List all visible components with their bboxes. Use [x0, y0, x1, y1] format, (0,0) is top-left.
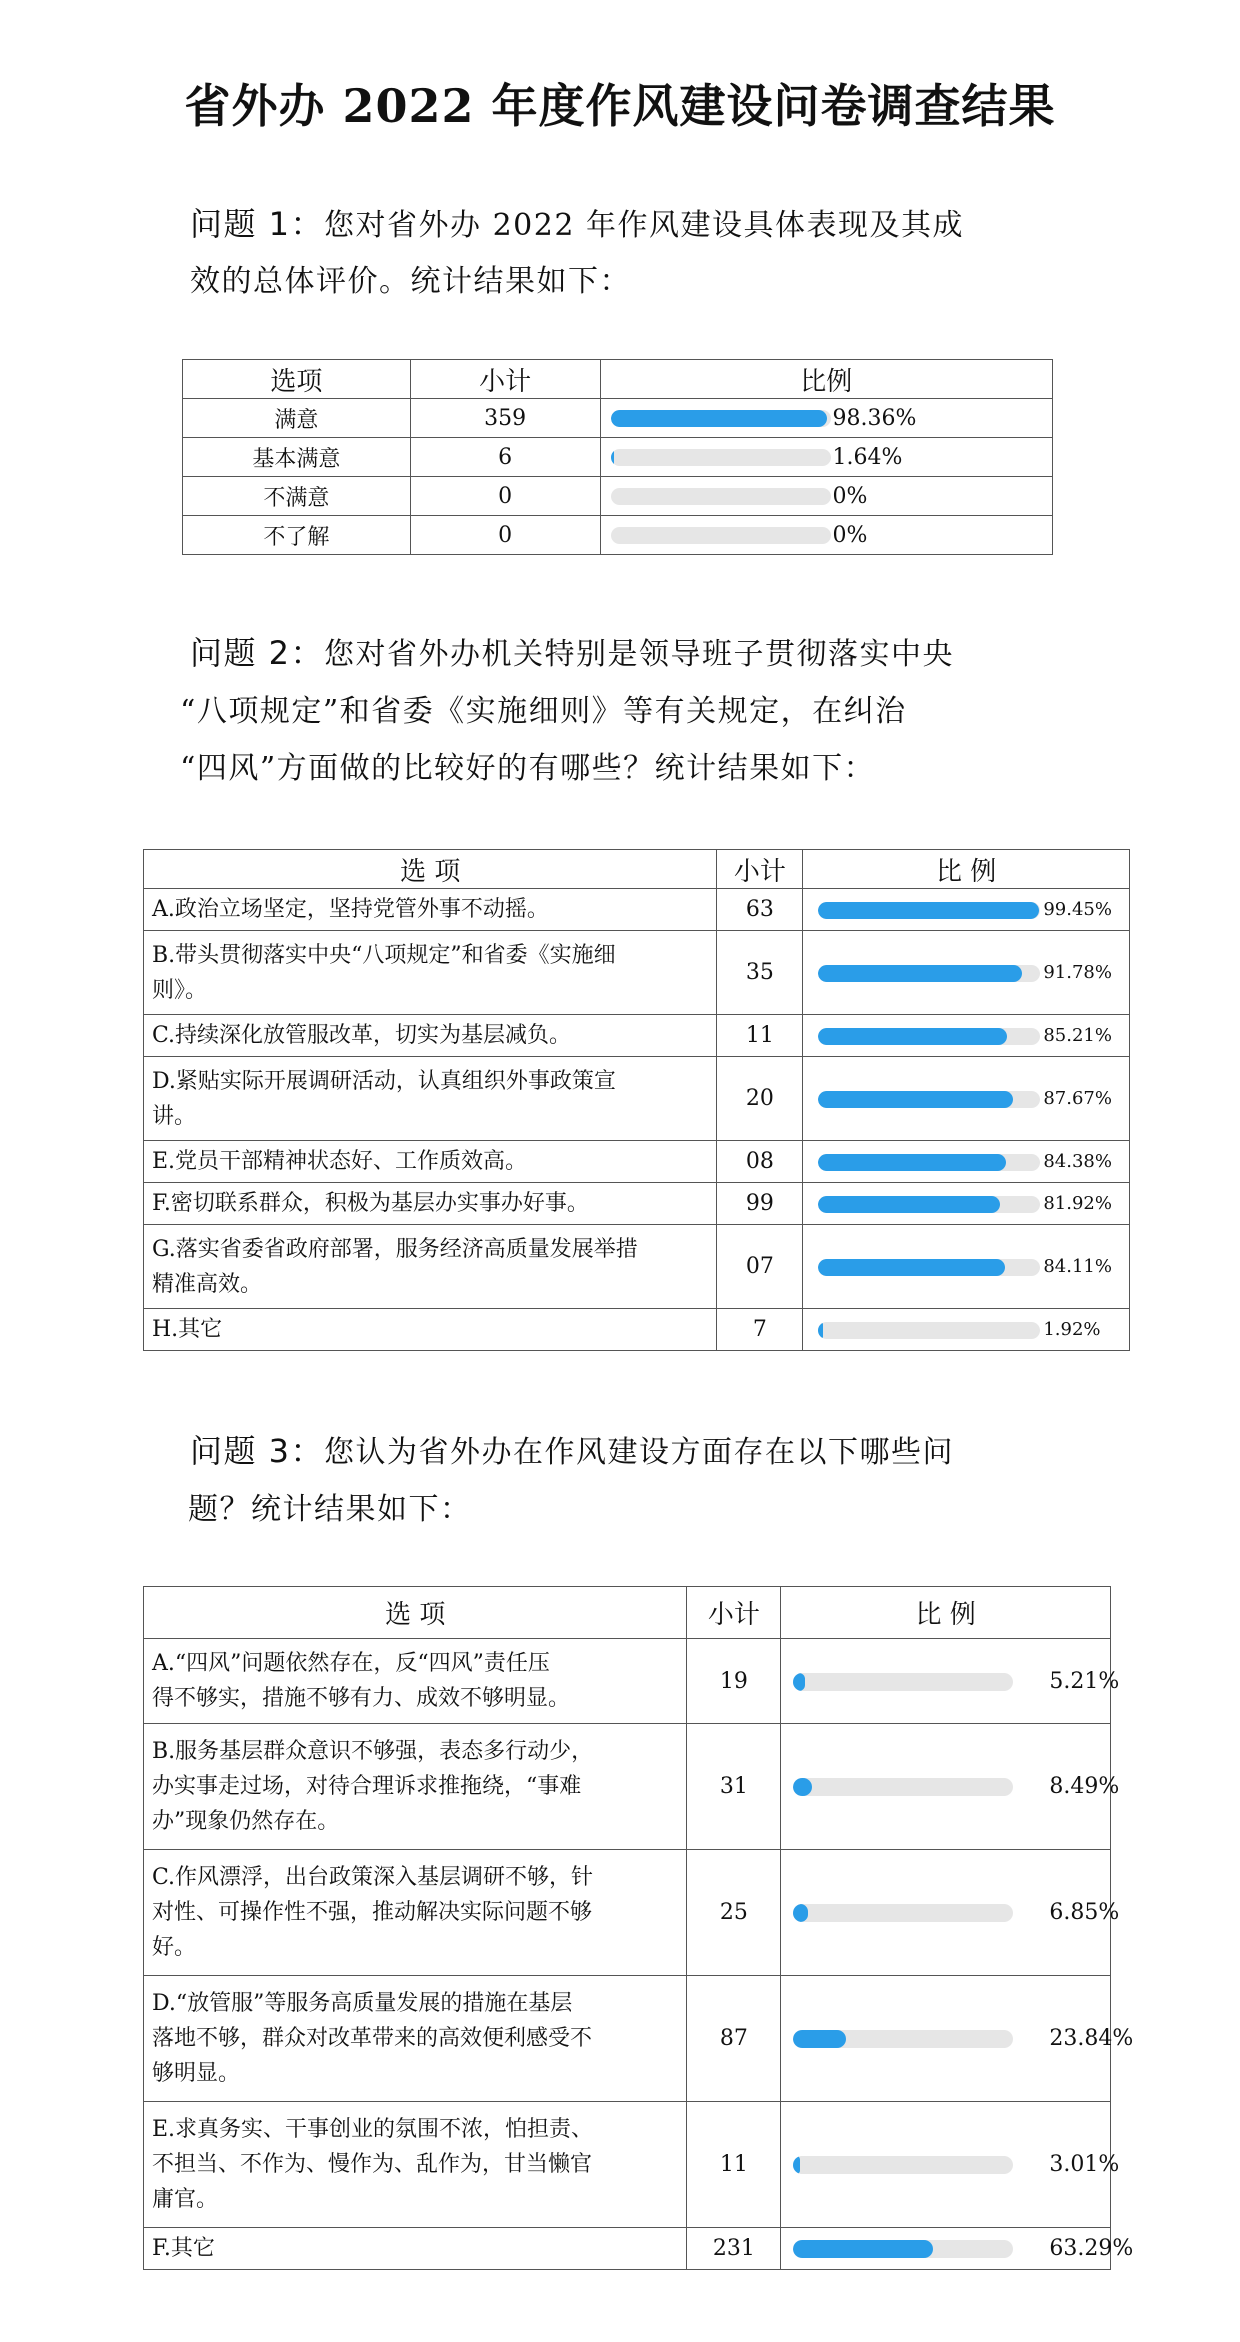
- ratio-cell: [803, 1057, 1130, 1141]
- percentage-label: 84.11%: [1043, 1256, 1112, 1277]
- progress-fill: [818, 1259, 1005, 1276]
- option-text-line: 落地不够，群众对改革带来的高效便利感受不: [152, 2026, 593, 2051]
- percentage-label: 3.01%: [1049, 2152, 1120, 2177]
- table-row: [183, 399, 1053, 438]
- option-cell: [144, 1850, 687, 1976]
- percentage-label: 0%: [832, 484, 868, 509]
- option-text-line: E.求真务实、干事创业的氛围不浓，怕担责、: [152, 2117, 594, 2142]
- table-row: [144, 889, 1130, 931]
- ratio-cell: [600, 438, 1052, 477]
- progress-fill: [818, 1196, 1000, 1213]
- ratio-cell: [781, 2102, 1120, 2228]
- progress-fill: [818, 1091, 1013, 1108]
- count-cell: 6: [410, 438, 600, 477]
- percentage-label: 85.21%: [1043, 1025, 1112, 1046]
- table-row: [144, 1724, 1111, 1850]
- count-cell: 19: [687, 1639, 781, 1724]
- count-cell: 87: [687, 1976, 781, 2102]
- count-cell: 0: [410, 477, 600, 516]
- question-2-text: [180, 625, 955, 797]
- progress-fill: [818, 902, 1039, 919]
- progress-bar: [793, 2156, 1013, 2174]
- option-text-line: C.持续深化放管服改革，切实为基层减负。: [152, 1023, 572, 1048]
- option-text-line: 精准高效。: [152, 1271, 263, 1297]
- table-row: [144, 931, 1130, 1015]
- ratio-cell: [600, 399, 1052, 438]
- count-cell: 07: [717, 1225, 803, 1309]
- ratio-cell: [803, 1183, 1130, 1225]
- option-cell: [144, 2228, 687, 2270]
- percentage-label: 5.21%: [1049, 1669, 1120, 1694]
- progress-bar: [818, 1259, 1040, 1276]
- header-option: 选 项: [144, 1587, 687, 1639]
- percentage-label: 87.67%: [1043, 1088, 1112, 1109]
- table-row: [183, 516, 1053, 555]
- question-3-text: [190, 1423, 954, 1538]
- option-cell: [144, 1057, 717, 1141]
- question-2-line: “四风”方面做的比较好的有哪些？统计结果如下：: [180, 751, 876, 786]
- progress-bar: [818, 1091, 1040, 1108]
- question-2-table: [143, 849, 1130, 1351]
- progress-bar: [793, 1778, 1013, 1796]
- page-title: 省外办 2022 年度作风建设问卷调查结果: [184, 79, 1056, 133]
- option-cell: [144, 1225, 717, 1309]
- ratio-cell: [600, 477, 1052, 516]
- count-cell: 7: [717, 1309, 803, 1351]
- percentage-label: 6.85%: [1049, 1900, 1120, 1925]
- percentage-label: 1.64%: [832, 445, 903, 470]
- table-row: [144, 1639, 1111, 1724]
- progress-fill: [793, 1673, 804, 1691]
- progress-bar: [611, 527, 831, 544]
- progress-bar: [818, 1322, 1040, 1339]
- progress-bar: [793, 2240, 1013, 2258]
- option-text-line: 不担当、不作为、慢作为、乱作为，甘当懒官: [152, 2152, 593, 2177]
- question-1-line: 效的总体评价。统计结果如下：: [190, 264, 631, 299]
- question-3-table: [143, 1586, 1134, 2270]
- option-cell: [144, 1183, 717, 1225]
- option-cell: 满意: [183, 399, 411, 438]
- option-cell: 基本满意: [183, 438, 411, 477]
- question-1-table: [182, 359, 1053, 555]
- option-cell: [144, 931, 717, 1015]
- header-option: 选项: [183, 360, 411, 399]
- count-cell: 0: [410, 516, 600, 555]
- table-row: [144, 1057, 1130, 1141]
- percentage-label: 0%: [832, 523, 868, 548]
- option-text-line: E.党员干部精神状态好、工作质效高。: [152, 1149, 528, 1174]
- progress-fill: [611, 410, 827, 427]
- percentage-label: 99.45%: [1043, 899, 1112, 920]
- question-1-line: 您对省外办 2022 年作风建设具体表现及其成: [324, 208, 964, 243]
- progress-bar: [793, 1904, 1013, 1922]
- header-ratio: 比 例: [781, 1587, 1111, 1639]
- question-3-label: 问题 3：: [190, 1432, 325, 1470]
- progress-bar: [793, 2030, 1013, 2048]
- progress-bar: [611, 449, 831, 466]
- option-cell: 不了解: [183, 516, 411, 555]
- progress-bar: [818, 1196, 1040, 1213]
- question-2-line: “八项规定”和省委《实施细则》等有关规定，在纠治: [180, 694, 907, 729]
- question-3-line: 您认为省外办在作风建设方面存在以下哪些问: [324, 1435, 955, 1470]
- progress-fill: [793, 2240, 932, 2258]
- option-text-line: A.政治立场坚定，坚持党管外事不动摇。: [152, 897, 549, 922]
- progress-fill: [818, 965, 1022, 982]
- header-count: 小计: [687, 1587, 781, 1639]
- question-3-line: 题？统计结果如下：: [188, 1492, 472, 1527]
- count-cell: 11: [717, 1015, 803, 1057]
- option-text-line: 够明显。: [152, 2061, 241, 2086]
- option-text-line: 讲。: [152, 1103, 197, 1129]
- header-ratio: 比例: [600, 360, 1052, 399]
- ratio-cell: [781, 1639, 1120, 1724]
- count-cell: 231: [687, 2228, 781, 2270]
- progress-fill: [793, 2156, 800, 2174]
- option-text-line: 得不够实，措施不够有力、成效不够明显。: [152, 1686, 571, 1711]
- table-row: [144, 1141, 1130, 1183]
- ratio-cell: [803, 1015, 1130, 1057]
- question-2-line: 您对省外办机关特别是领导班子贯彻落实中央: [324, 637, 955, 672]
- option-text-line: 好。: [152, 1935, 197, 1960]
- header-option: 选 项: [144, 850, 717, 889]
- progress-fill: [818, 1154, 1005, 1171]
- option-text-line: B.带头贯彻落实中央“八项规定”和省委《实施细: [152, 942, 616, 968]
- option-text-line: D.“放管服”等服务高质量发展的措施在基层: [152, 1991, 573, 2016]
- ratio-cell: [781, 1850, 1120, 1976]
- ratio-cell: [803, 931, 1130, 1015]
- table-row: [144, 1015, 1130, 1057]
- table-row: [144, 2102, 1111, 2228]
- table-row: [183, 438, 1053, 477]
- ratio-cell: [781, 1976, 1134, 2102]
- progress-bar: [818, 902, 1040, 919]
- count-cell: 31: [687, 1724, 781, 1850]
- progress-bar: [793, 1673, 1013, 1691]
- option-text-line: 对性、可操作性不强，推动解决实际问题不够: [152, 1900, 593, 1925]
- header-count: 小计: [410, 360, 600, 399]
- progress-fill: [793, 2030, 845, 2048]
- count-cell: 99: [717, 1183, 803, 1225]
- count-cell: 359: [410, 399, 600, 438]
- percentage-label: 23.84%: [1049, 2026, 1134, 2051]
- progress-fill: [818, 1322, 822, 1339]
- option-text-line: F.其它: [152, 2236, 215, 2261]
- question-1-text: [190, 196, 964, 254]
- table-row: [144, 1225, 1130, 1309]
- table-row: [144, 1976, 1111, 2102]
- progress-bar: [818, 1028, 1040, 1045]
- ratio-cell: [781, 1724, 1120, 1850]
- count-cell: 20: [717, 1057, 803, 1141]
- ratio-cell: [803, 889, 1130, 931]
- progress-bar: [818, 1154, 1040, 1171]
- ratio-cell: [803, 1225, 1130, 1309]
- option-text-line: D.紧贴实际开展调研活动，认真组织外事政策宣: [152, 1068, 616, 1094]
- header-ratio: 比 例: [803, 850, 1130, 889]
- percentage-label: 81.92%: [1043, 1193, 1112, 1214]
- progress-bar: [818, 965, 1040, 982]
- question-1-text-cont: [190, 253, 631, 310]
- table-row: [144, 1183, 1130, 1225]
- header-count: 小计: [717, 850, 803, 889]
- option-cell: [144, 1639, 687, 1724]
- option-cell: [144, 1724, 687, 1850]
- option-text-line: G.落实省委省政府部署，服务经济高质量发展举措: [152, 1236, 638, 1262]
- option-text-line: 办实事走过场，对待合理诉求推拖绕，“事难: [152, 1774, 582, 1799]
- option-text-line: H.其它: [152, 1317, 223, 1342]
- question-2-label: 问题 2：: [190, 634, 325, 672]
- table-row: [144, 1309, 1130, 1351]
- percentage-label: 84.38%: [1043, 1151, 1112, 1172]
- percentage-label: 1.92%: [1043, 1319, 1101, 1340]
- option-text-line: A.“四风”问题依然存在，反“四风”责任压: [152, 1651, 550, 1676]
- count-cell: 25: [687, 1850, 781, 1976]
- percentage-label: 98.36%: [832, 406, 917, 431]
- option-cell: [144, 2102, 687, 2228]
- ratio-cell: [803, 1309, 1130, 1351]
- percentage-label: 63.29%: [1049, 2236, 1134, 2261]
- option-cell: [144, 889, 717, 931]
- table-row: [144, 2228, 1111, 2270]
- progress-fill: [793, 1778, 812, 1796]
- option-cell: 不满意: [183, 477, 411, 516]
- count-cell: 63: [717, 889, 803, 931]
- option-cell: [144, 1976, 687, 2102]
- option-text-line: 则》。: [152, 977, 208, 1003]
- option-text-line: 办”现象仍然存在。: [152, 1809, 340, 1834]
- percentage-label: 91.78%: [1043, 962, 1112, 983]
- count-cell: 35: [717, 931, 803, 1015]
- ratio-cell: [600, 516, 1052, 555]
- progress-fill: [611, 449, 615, 466]
- option-text-line: B.服务基层群众意识不够强，表态多行动少，: [152, 1739, 594, 1764]
- progress-fill: [793, 1904, 808, 1922]
- table-row: [144, 1850, 1111, 1976]
- option-cell: [144, 1309, 717, 1351]
- count-cell: 08: [717, 1141, 803, 1183]
- question-1-label: 问题 1：: [190, 205, 325, 243]
- count-cell: 11: [687, 2102, 781, 2228]
- percentage-label: 8.49%: [1049, 1774, 1120, 1799]
- table-row: [183, 477, 1053, 516]
- ratio-cell: [803, 1141, 1130, 1183]
- option-text-line: 庸官。: [152, 2187, 219, 2212]
- option-cell: [144, 1141, 717, 1183]
- progress-bar: [611, 410, 831, 427]
- option-text-line: C.作风漂浮，出台政策深入基层调研不够，针: [152, 1865, 594, 1890]
- progress-bar: [611, 488, 831, 505]
- option-text-line: F.密切联系群众，积极为基层办实事办好事。: [152, 1191, 589, 1216]
- ratio-cell: [781, 2228, 1134, 2270]
- option-cell: [144, 1015, 717, 1057]
- progress-fill: [818, 1028, 1007, 1045]
